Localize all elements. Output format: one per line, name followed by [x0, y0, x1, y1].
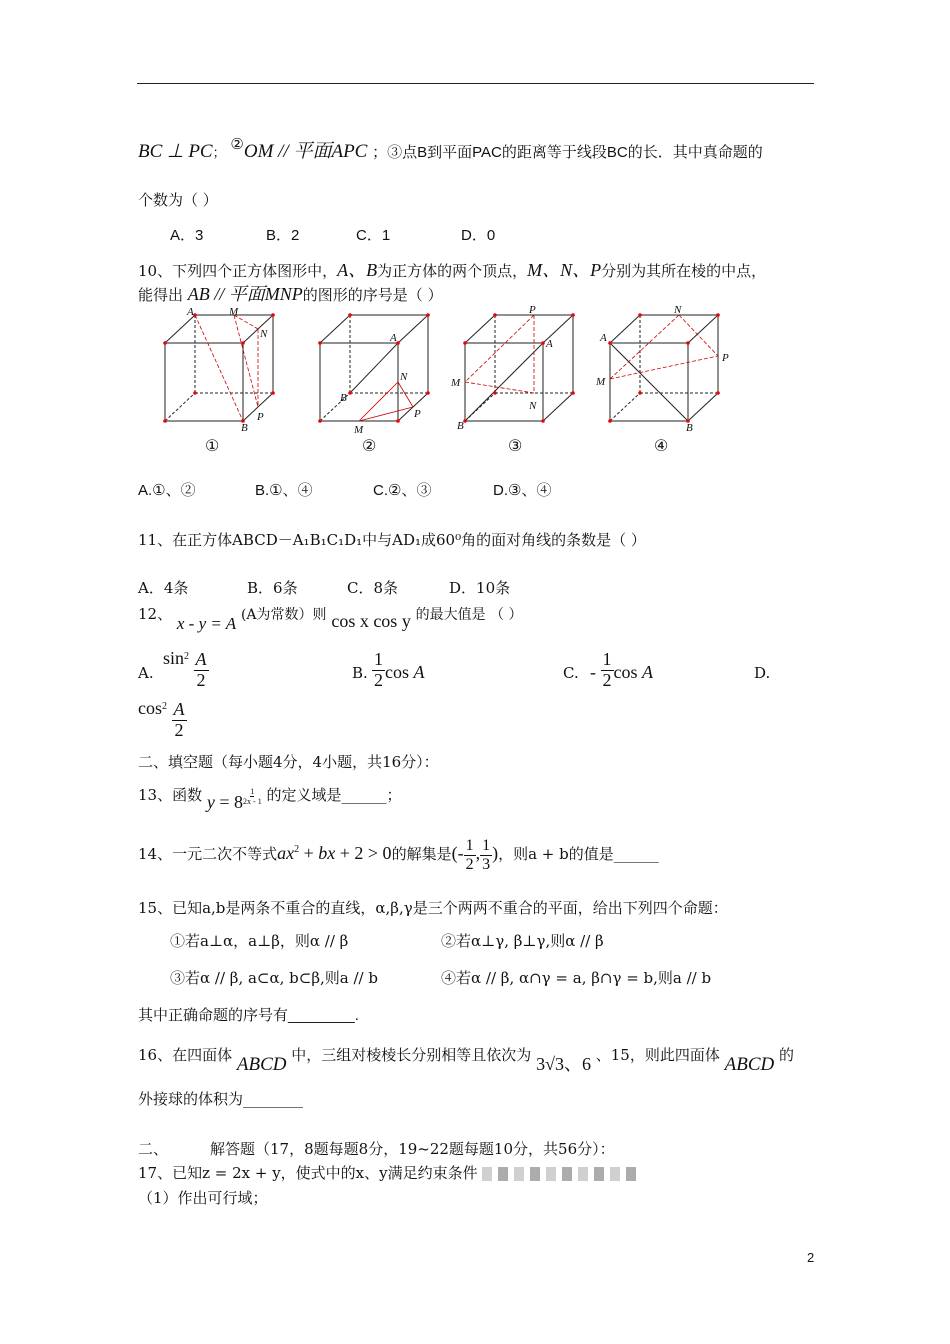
q15-prop-1: ①若a⊥α，a⊥β，则α // β	[170, 932, 349, 950]
q12-option-a-label: A.	[138, 664, 154, 682]
q9-option-d: D．0	[461, 227, 496, 244]
q10-option-c: C.②、③	[373, 482, 432, 499]
q9-option-a: A．3	[170, 227, 204, 244]
svg-text:A: A	[187, 306, 194, 318]
svg-text:A: A	[390, 332, 397, 344]
q12-line: 12、 x - y = A (A为常数）则 cos x cos y 的最大值是 （ ）	[138, 605, 523, 633]
q9-expr-om: OM // 平面APC	[243, 141, 368, 162]
q15-line-1: 15、已知a,b是两条不重合的直线，α,β,γ是三个两两不重合的平面，给出下列四个命题：	[138, 899, 728, 917]
page-number: 2	[807, 1250, 815, 1265]
figure-label-4: ④	[654, 436, 669, 455]
svg-text:P: P	[529, 304, 536, 316]
svg-text:P: P	[414, 408, 421, 420]
cube-figure-2	[318, 313, 430, 436]
q15-answer-line: 其中正确命题的序号有________.	[138, 1007, 359, 1024]
svg-text:N: N	[260, 328, 268, 340]
q9-circle-2: ②	[230, 135, 244, 153]
q10-option-d: D.③、④	[493, 482, 552, 499]
q11-text: 11、在正方体ABCD－A₁B₁C₁D₁中与AD₁成60⁰角的面对角线的条数是（ ）	[138, 531, 646, 549]
q12-option-d-label: D.	[754, 664, 771, 682]
q13-line: 13、函数 y = 8 $\frac{1}{2x - 1}$ 的定义域是______；	[138, 786, 402, 812]
svg-text:B: B	[457, 420, 464, 432]
q17-line-1: 17、已知z = 2x + y，使式中的x、y满足约束条件	[138, 1162, 642, 1183]
q16-line-1: 16、在四面体 ABCD 中，三组对棱棱长分别相等且依次为 3√3、6 、15，则此四面体 ABCD 的	[138, 1046, 795, 1075]
cube-figure-1	[163, 306, 275, 434]
q15-prop-3: ③若α // β, a⊂α, b⊂β,则a // b	[170, 969, 378, 987]
svg-text:N: N	[529, 400, 537, 412]
q10-option-a: A.①、②	[138, 482, 196, 499]
svg-text:P: P	[722, 352, 729, 364]
q12-expr: x - y = A	[176, 614, 237, 633]
svg-text:M: M	[596, 376, 606, 388]
q12-cos-expr: cos x cos y	[331, 611, 411, 631]
svg-text:A: A	[600, 332, 607, 344]
section-solution-heading: 二、 解答题（17，8题每题8分，19~22题每题10分，共56分）：	[138, 1140, 615, 1158]
q9-line-1: BC ⊥ PC； ②OM // 平面APC ；③点B到平面PAC的距离等于线段BC的长．其中真命题的	[138, 135, 763, 162]
svg-text:N: N	[400, 371, 408, 383]
svg-text:P: P	[257, 411, 264, 423]
q10-option-b: B.①、④	[255, 482, 313, 499]
q10-line-2: 能得出 AB // 平面MNP的图形的序号是（ ）	[138, 284, 443, 304]
header-rule	[137, 83, 814, 84]
q16-line-2: 外接球的体积为________	[138, 1090, 304, 1108]
q11-option-d: D．10条	[449, 579, 511, 597]
q9-text-3: ；③点B到平面PAC的距离等于线段BC的长．其中真命题的	[372, 144, 763, 161]
cube-figure-3	[450, 304, 575, 432]
constraint-image-placeholder	[482, 1167, 642, 1181]
q11-option-b: B．6条	[247, 579, 298, 597]
q15-prop-2: ②若α⊥γ, β⊥γ,则α // β	[441, 932, 604, 950]
q9-option-c: C．1	[356, 227, 391, 244]
q12-option-d: $\cos^2$ $\frac{A}{2}$	[138, 698, 185, 740]
svg-text:A: A	[546, 338, 553, 350]
figure-label-1: ①	[205, 436, 220, 455]
figure-label-3: ③	[508, 436, 523, 455]
q9-option-b: B．2	[266, 227, 300, 244]
q9-line-2: 个数为（ ）	[138, 191, 218, 209]
q12-option-c-label: C.	[563, 664, 579, 682]
q11-option-a: A．4条	[138, 579, 189, 597]
q11-option-c: C．8条	[347, 579, 399, 597]
svg-text:B: B	[340, 392, 347, 404]
q12-option-b: $\frac{1}{2}$ cos A	[374, 649, 425, 690]
q17-line-2: （1）作出可行域；	[138, 1189, 268, 1207]
q12-option-b-label: B.	[352, 664, 368, 682]
figure-label-2: ②	[362, 436, 377, 455]
q10-line-1: 10、下列四个正方体图形中，A、B为正方体的两个顶点，M、N、P分别为其所在棱的中点，	[138, 260, 767, 280]
svg-text:B: B	[241, 422, 248, 434]
svg-text:M: M	[451, 377, 461, 389]
svg-text:M: M	[229, 306, 239, 318]
svg-text:M: M	[354, 424, 364, 436]
svg-text:B: B	[686, 422, 693, 434]
section-fill-in-heading: 二、填空题（每小题4分，4小题，共16分）：	[138, 753, 439, 771]
q9-expr-bc-pc: BC ⊥ PC	[138, 141, 213, 162]
q12-option-a: $\sin^2$ $\frac{A}{2}$	[163, 648, 207, 690]
q12-option-c: - $\frac{1}{2}$ cos A	[590, 649, 653, 690]
q15-prop-4: ④若α // β, α∩γ = a, β∩γ = b,则a // b	[441, 969, 712, 987]
svg-text:N: N	[674, 304, 682, 316]
cube-figure-4	[595, 304, 729, 434]
q14-line: 14、一元二次不等式$ax^2$ + bx + 2 > 0的解集是(- $\frac{1}{2}$ , $\frac{1}{3}$ )，则a + b的值是______	[138, 837, 659, 873]
